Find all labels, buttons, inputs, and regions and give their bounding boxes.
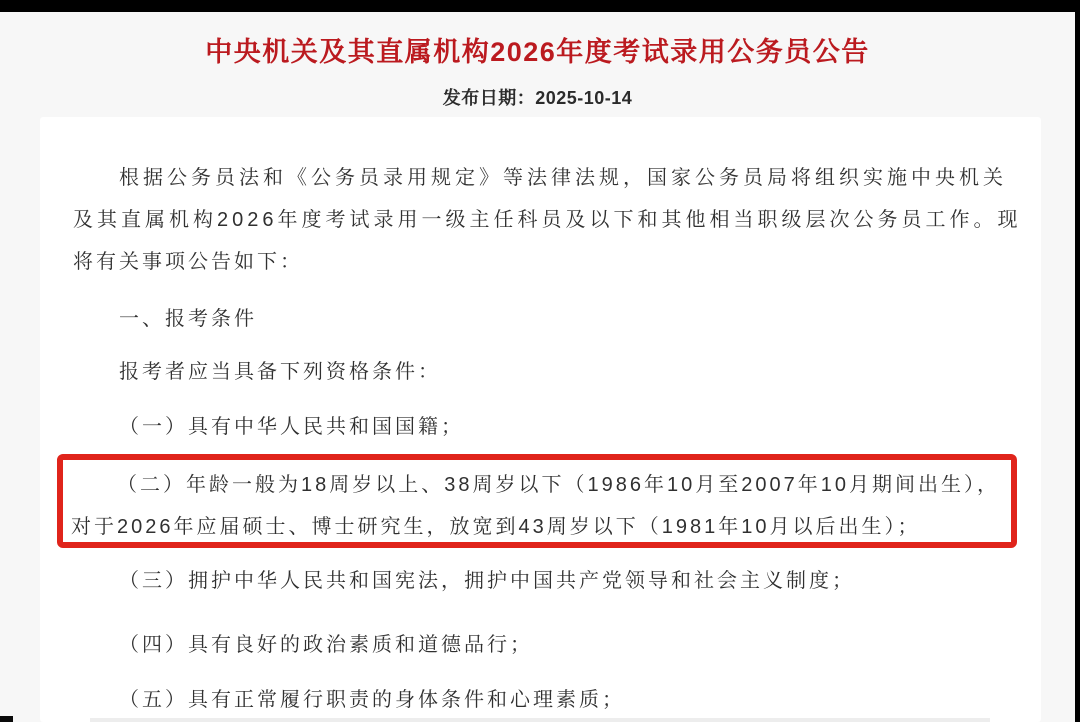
requirement-item-1: （一）具有中华人民共和国国籍； [119, 416, 464, 438]
intro-line-3: 将有关事项公告如下： [73, 251, 303, 273]
highlighted-item-line-1: （二）年龄一般为18周岁以上、38周岁以下（1986年10月至2007年10月期间出生）， [117, 474, 1000, 496]
requirement-item-4: （四）具有良好的政治素质和道德品行； [119, 634, 533, 656]
publish-date: 发布日期：2025-10-14 [442, 88, 633, 108]
section-heading: 一、报考条件 [119, 308, 257, 330]
intro-line-2: 及其直属机构2026年度考试录用一级主任科员及以下和其他相当职级层次公务员工作。现 [73, 209, 1022, 231]
highlighted-requirement-item-2 [71, 464, 1007, 548]
top-black-bar [0, 0, 1080, 12]
highlighted-item-line-2: 对于2026年应届硕士、博士研究生，放宽到43周岁以下（1981年10月以后出生）； [71, 516, 921, 538]
bottom-left-black-notch [0, 716, 13, 722]
intro-paragraph [73, 157, 1022, 283]
requirement-item-5: （五）具有正常履行职责的身体条件和心理素质； [119, 689, 625, 711]
requirements-lead: 报考者应当具备下列资格条件： [119, 361, 441, 383]
bottom-artifact-band [90, 718, 990, 722]
requirement-item-3: （三）拥护中华人民共和国宪法，拥护中国共产党领导和社会主义制度； [119, 570, 855, 592]
highlight-red-box [57, 454, 1017, 548]
right-black-edge [1075, 0, 1080, 722]
intro-line-1: 根据公务员法和《公务员录用规定》等法律法规，国家公务员局将组织实施中央机关 [119, 167, 1007, 189]
document-title: 中央机关及其直属机构2026年度考试录用公务员公告 [205, 37, 870, 67]
